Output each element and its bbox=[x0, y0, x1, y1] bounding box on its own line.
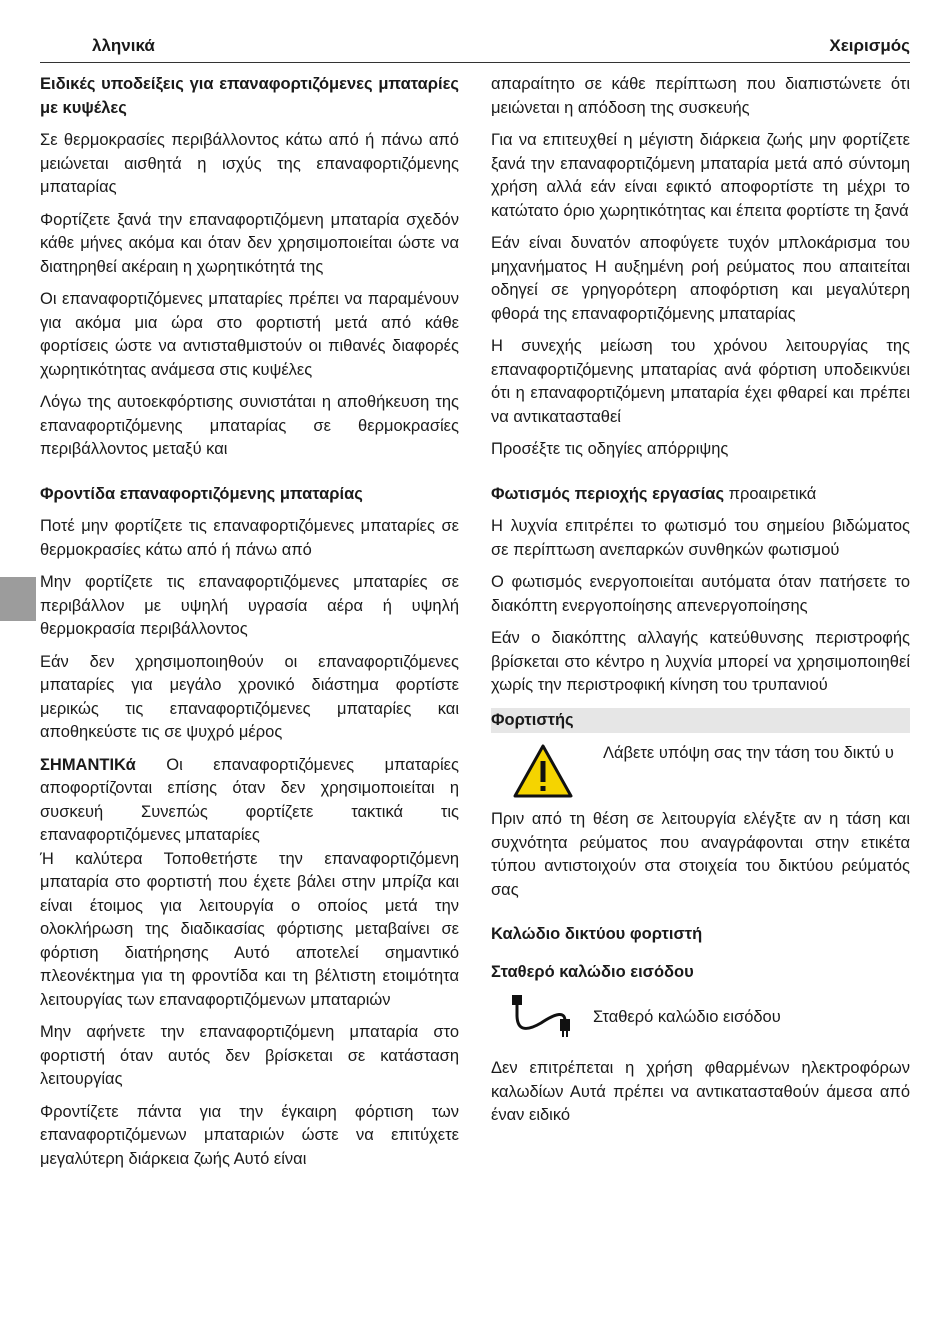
paragraph: Πριν από τη θέση σε λειτουργία ελέγξτε αν η τάση και συχνότητα ρεύματος που αναγράφονται στην ετικέτα τύπου αντιστοιχούν στα στοιχεία του δικτύου ρεύματός σας bbox=[491, 810, 910, 899]
paragraph: Η λυχνία επιτρέπει το φωτισμό του σημείου βιδώματος σε περίπτωση ανεπαρκών συνθηκών φωτισμού bbox=[491, 517, 910, 559]
paragraph: Η συνεχής μείωση του χρόνου λειτουργίας της επαναφορτιζόμενης μπαταρίας ανά φόρτιση υποδεικνύει ότι η επαναφορτιζόμενη μπαταρία έχει φθαρεί και πρέπει να αντικατασταθεί bbox=[491, 337, 910, 426]
heading-special-notes: Ειδικές υποδείξεις για επαναφορτιζόμενες μπαταρίες με κυψέλες bbox=[40, 75, 459, 117]
important-label: ΣΗΜΑΝΤΙΚά bbox=[40, 755, 136, 774]
paragraph: Φορτίζετε ξανά την επαναφορτιζόμενη μπαταρία σχεδόν κάθε μήνες ακόμα και όταν δεν χρησιμοποιείται ώστε να διατηρηθεί ακέραιη η χωρητικότητά της bbox=[40, 210, 459, 276]
warning-triangle-icon bbox=[513, 744, 573, 798]
warning-text: Λάβετε υπόψη σας την τάση του δικτύ υ bbox=[603, 744, 894, 762]
left-column bbox=[40, 73, 459, 1180]
paragraph: Ο φωτισμός ενεργοποιείται αυτόματα όταν πατήσετε το διακόπτη ενεργοποίησης απενεργοποίησης bbox=[491, 573, 910, 615]
header-section-title: Χειρισμός bbox=[829, 36, 910, 55]
right-column bbox=[491, 73, 910, 1137]
paragraph: Λόγω της αυτοεκφόρτισης συνιστάται η αποθήκευση της επαναφορτιζόμενης μπαταρίας σε θερμοκρασίες περιβάλλοντος μεταξύ και bbox=[40, 393, 459, 458]
warning-block bbox=[491, 742, 910, 798]
side-tab-marker bbox=[0, 577, 36, 621]
work-light-optional: προαιρετικά bbox=[724, 484, 817, 503]
section-band-charger: Φορτιστής bbox=[491, 708, 910, 734]
paragraph: Δεν επιτρέπεται η χρήση φθαρμένων ηλεκτροφόρων καλωδίων Αυτά πρέπει να αντικατασταθούν άμεσα από έναν ειδικό bbox=[491, 1059, 910, 1124]
paragraph: Ποτέ μην φορτίζετε τις επαναφορτιζόμενες μπαταρίες σε θερμοκρασίες κάτω από ή πάνω από bbox=[40, 517, 459, 559]
paragraph: Εάν είναι δυνατόν αποφύγετε τυχόν μπλοκάρισμα του μηχανήματος Η αυξημένη ροή ρεύματος που απαιτείται οδηγεί σε γρηγορότερη αποφόρτιση και μεγαλύτερη φθορά της επαναφορτιζόμενης μπαταρίας bbox=[491, 234, 910, 323]
work-light-title: Φωτισμός περιοχής εργασίας bbox=[491, 484, 725, 503]
heading-work-light bbox=[491, 483, 910, 507]
paragraph: Προσέξτε τις οδηγίες απόρριψης bbox=[491, 440, 729, 458]
heading-charger-cable: Καλώδιο δικτύου φορτιστή bbox=[491, 925, 703, 943]
paragraph-important bbox=[40, 754, 459, 848]
paragraph: απαραίτητο σε κάθε περίπτωση που διαπιστώνετε ότι μειώνεται η απόδοση της συσκευής bbox=[491, 75, 910, 117]
paragraph: Μην αφήνετε την επαναφορτιζόμενη μπαταρία στο φορτιστή όταν αυτός δεν βρίσκεται σε κατάσταση λειτουργίας bbox=[40, 1023, 459, 1088]
heading-battery-care: Φροντίδα επαναφορτιζόμενης μπαταρίας bbox=[40, 484, 363, 503]
paragraph: Οι επαναφορτιζόμενες μπαταρίες πρέπει να παραμένουν για ακόμα μια ώρα στο φορτιστή μετά από κάθε φορτίσεις ώστε να αντισταθμιστούν οι πιθανές διαφορές χωρητικότητας ανάμεσα στις κυψέλες bbox=[40, 290, 459, 379]
paragraph: Εάν ο διακόπτης αλλαγής κατεύθυνσης περιστροφής βρίσκεται στο κέντρο η λυχνία μπορεί να χρησιμοποιηθεί χωρίς την περιστροφική κίνηση του τρυπανιού bbox=[491, 629, 910, 694]
paragraph: Για να επιτευχθεί η μέγιστη διάρκεια ζωής μην φορτίζετε ξανά την επαναφορτιζόμενη μπαταρία μετά από σύντομη χρήση αλλά εάν είναι εφικτό αποφορτίστε τη μέχρι το κατώτατο όριο χωρητικότητας και έπειτα φορτίστε τη ξανά bbox=[491, 131, 910, 220]
heading-fixed-cable: Σταθερό καλώδιο εισόδου bbox=[491, 962, 694, 981]
header-language: λληνικά bbox=[92, 36, 155, 55]
paragraph: Εάν δεν χρησιμοποιηθούν οι επαναφορτιζόμενες μπαταρίες για μεγάλο χρονικό διάστημα φορτίστε μερικώς τις επαναφορτιζόμενες μπαταρίες και αποθηκεύστε τις σε ψυχρό μέρος bbox=[40, 652, 459, 741]
plug-label: Σταθερό καλώδιο εισόδου bbox=[593, 1008, 781, 1027]
paragraph: Σε θερμοκρασίες περιβάλλοντος κάτω από ή πάνω από μειώνεται αισθητά η ισχύς της επαναφορτιζόμενης μπαταρίας bbox=[40, 131, 459, 196]
important-text: Οι επαναφορτιζόμενες μπαταρίες αποφορτίζονται επίσης όταν δεν χρησιμοποιείται η συσκευή Συνεπώς φορτίζετε τακτικά τις επαναφορτιζόμενες μπαταρίες bbox=[40, 755, 459, 844]
plug-block bbox=[491, 993, 910, 1043]
power-plug-icon bbox=[507, 993, 575, 1043]
paragraph: Ή καλύτερα Τοποθετήστε την επαναφορτιζόμενη μπαταρία στο φορτιστή που έχετε βάλει στην μπρίζα και είναι έτοιμος για λειτουργία ο οποίος μετά την ολοκλήρωση της διαδικασίας φόρτισης μεταβαίνει σε φόρτιση διατήρησης Αυτό αποτελεί σημαντικό πλεονέκτημα για τη φροντίδα και τη βέλτιστη ετοιμότητα λειτουργίας των επαναφορτιζόμενων μπαταριών bbox=[40, 849, 459, 1009]
paragraph: Μην φορτίζετε τις επαναφορτιζόμενες μπαταρίες σε περιβάλλον με υψηλή υγρασία αέρα ή υψηλή θερμοκρασία περιβάλλοντος bbox=[40, 573, 459, 638]
paragraph: Φροντίζετε πάντα για την έγκαιρη φόρτιση των επαναφορτιζόμενων μπαταριών ώστε να επιτύχετε μεγαλύτερη διάρκεια ζωής Αυτό είναι bbox=[40, 1102, 459, 1168]
header-divider bbox=[40, 62, 910, 63]
